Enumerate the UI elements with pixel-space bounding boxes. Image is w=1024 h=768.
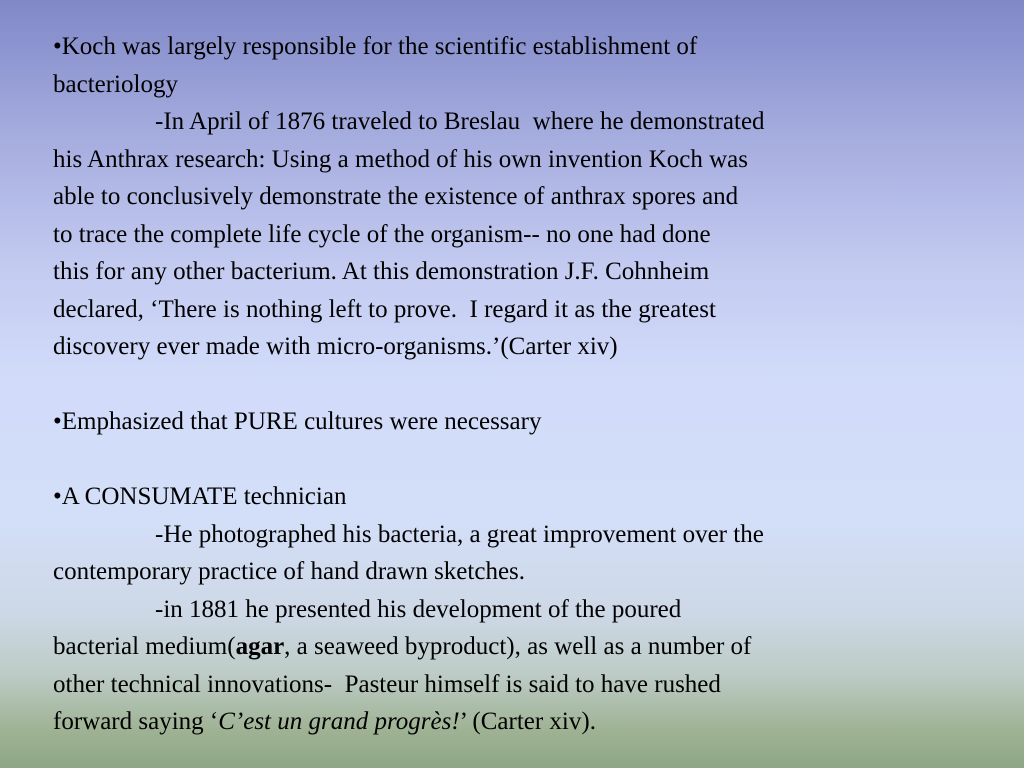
spacer [53,366,953,404]
agar-line-2-end: , a seaweed byproduct), as well as a number of [284,633,752,660]
bullet-pure-cultures: •Emphasized that PURE cultures were necessary [53,408,542,435]
agar-line-4-end: ’ (Carter xiv). [459,708,596,735]
agar-line-4 [53,703,953,741]
agar-line-4-start: forward saying ‘ [53,708,219,735]
anthrax-research-line-7: discovery ever made with micro-organisms.’(Carter xiv) [53,333,618,360]
spacer [53,441,953,479]
anthrax-research-line-5: this for any other bacterium. At this demonstration J.F. Cohnheim [53,258,710,285]
agar-bold-word: agar [235,633,285,660]
agar-line-2-start: bacterial medium( [53,633,236,660]
bullet-koch-line-2: bacteriology [53,70,178,98]
agar-line-2 [53,628,953,666]
bullet-koch-line-1: •Koch was largely responsible for the scientific establishment of [53,33,698,60]
anthrax-research-line-4: to trace the complete life cycle of the organism-- no one had done [53,220,711,248]
anthrax-research-line-3: able to conclusively demonstrate the existence of anthrax spores and [53,183,739,210]
pasteur-quote-italic: C’est un grand progrès! [218,708,460,735]
anthrax-research-line-2: his Anthrax research: Using a method of his own invention Koch was [53,145,749,173]
anthrax-research-line-6: declared, ‘There is nothing left to prove. I regard it as the greatest [53,295,716,323]
agar-line-1: -in 1881 he presented his development of the poured [155,595,682,623]
agar-line-3: other technical innovations- Pasteur himself is said to have rushed [53,670,721,698]
slide-body [53,28,953,741]
anthrax-research-line-1: -In April of 1876 traveled to Breslau where he demonstrated [155,108,765,135]
bullet-technician: •A CONSUMATE technician [53,483,347,510]
photography-line-1: -He photographed his bacteria, a great improvement over the [155,520,764,548]
photography-line-2: contemporary practice of hand drawn sketches. [53,558,526,585]
